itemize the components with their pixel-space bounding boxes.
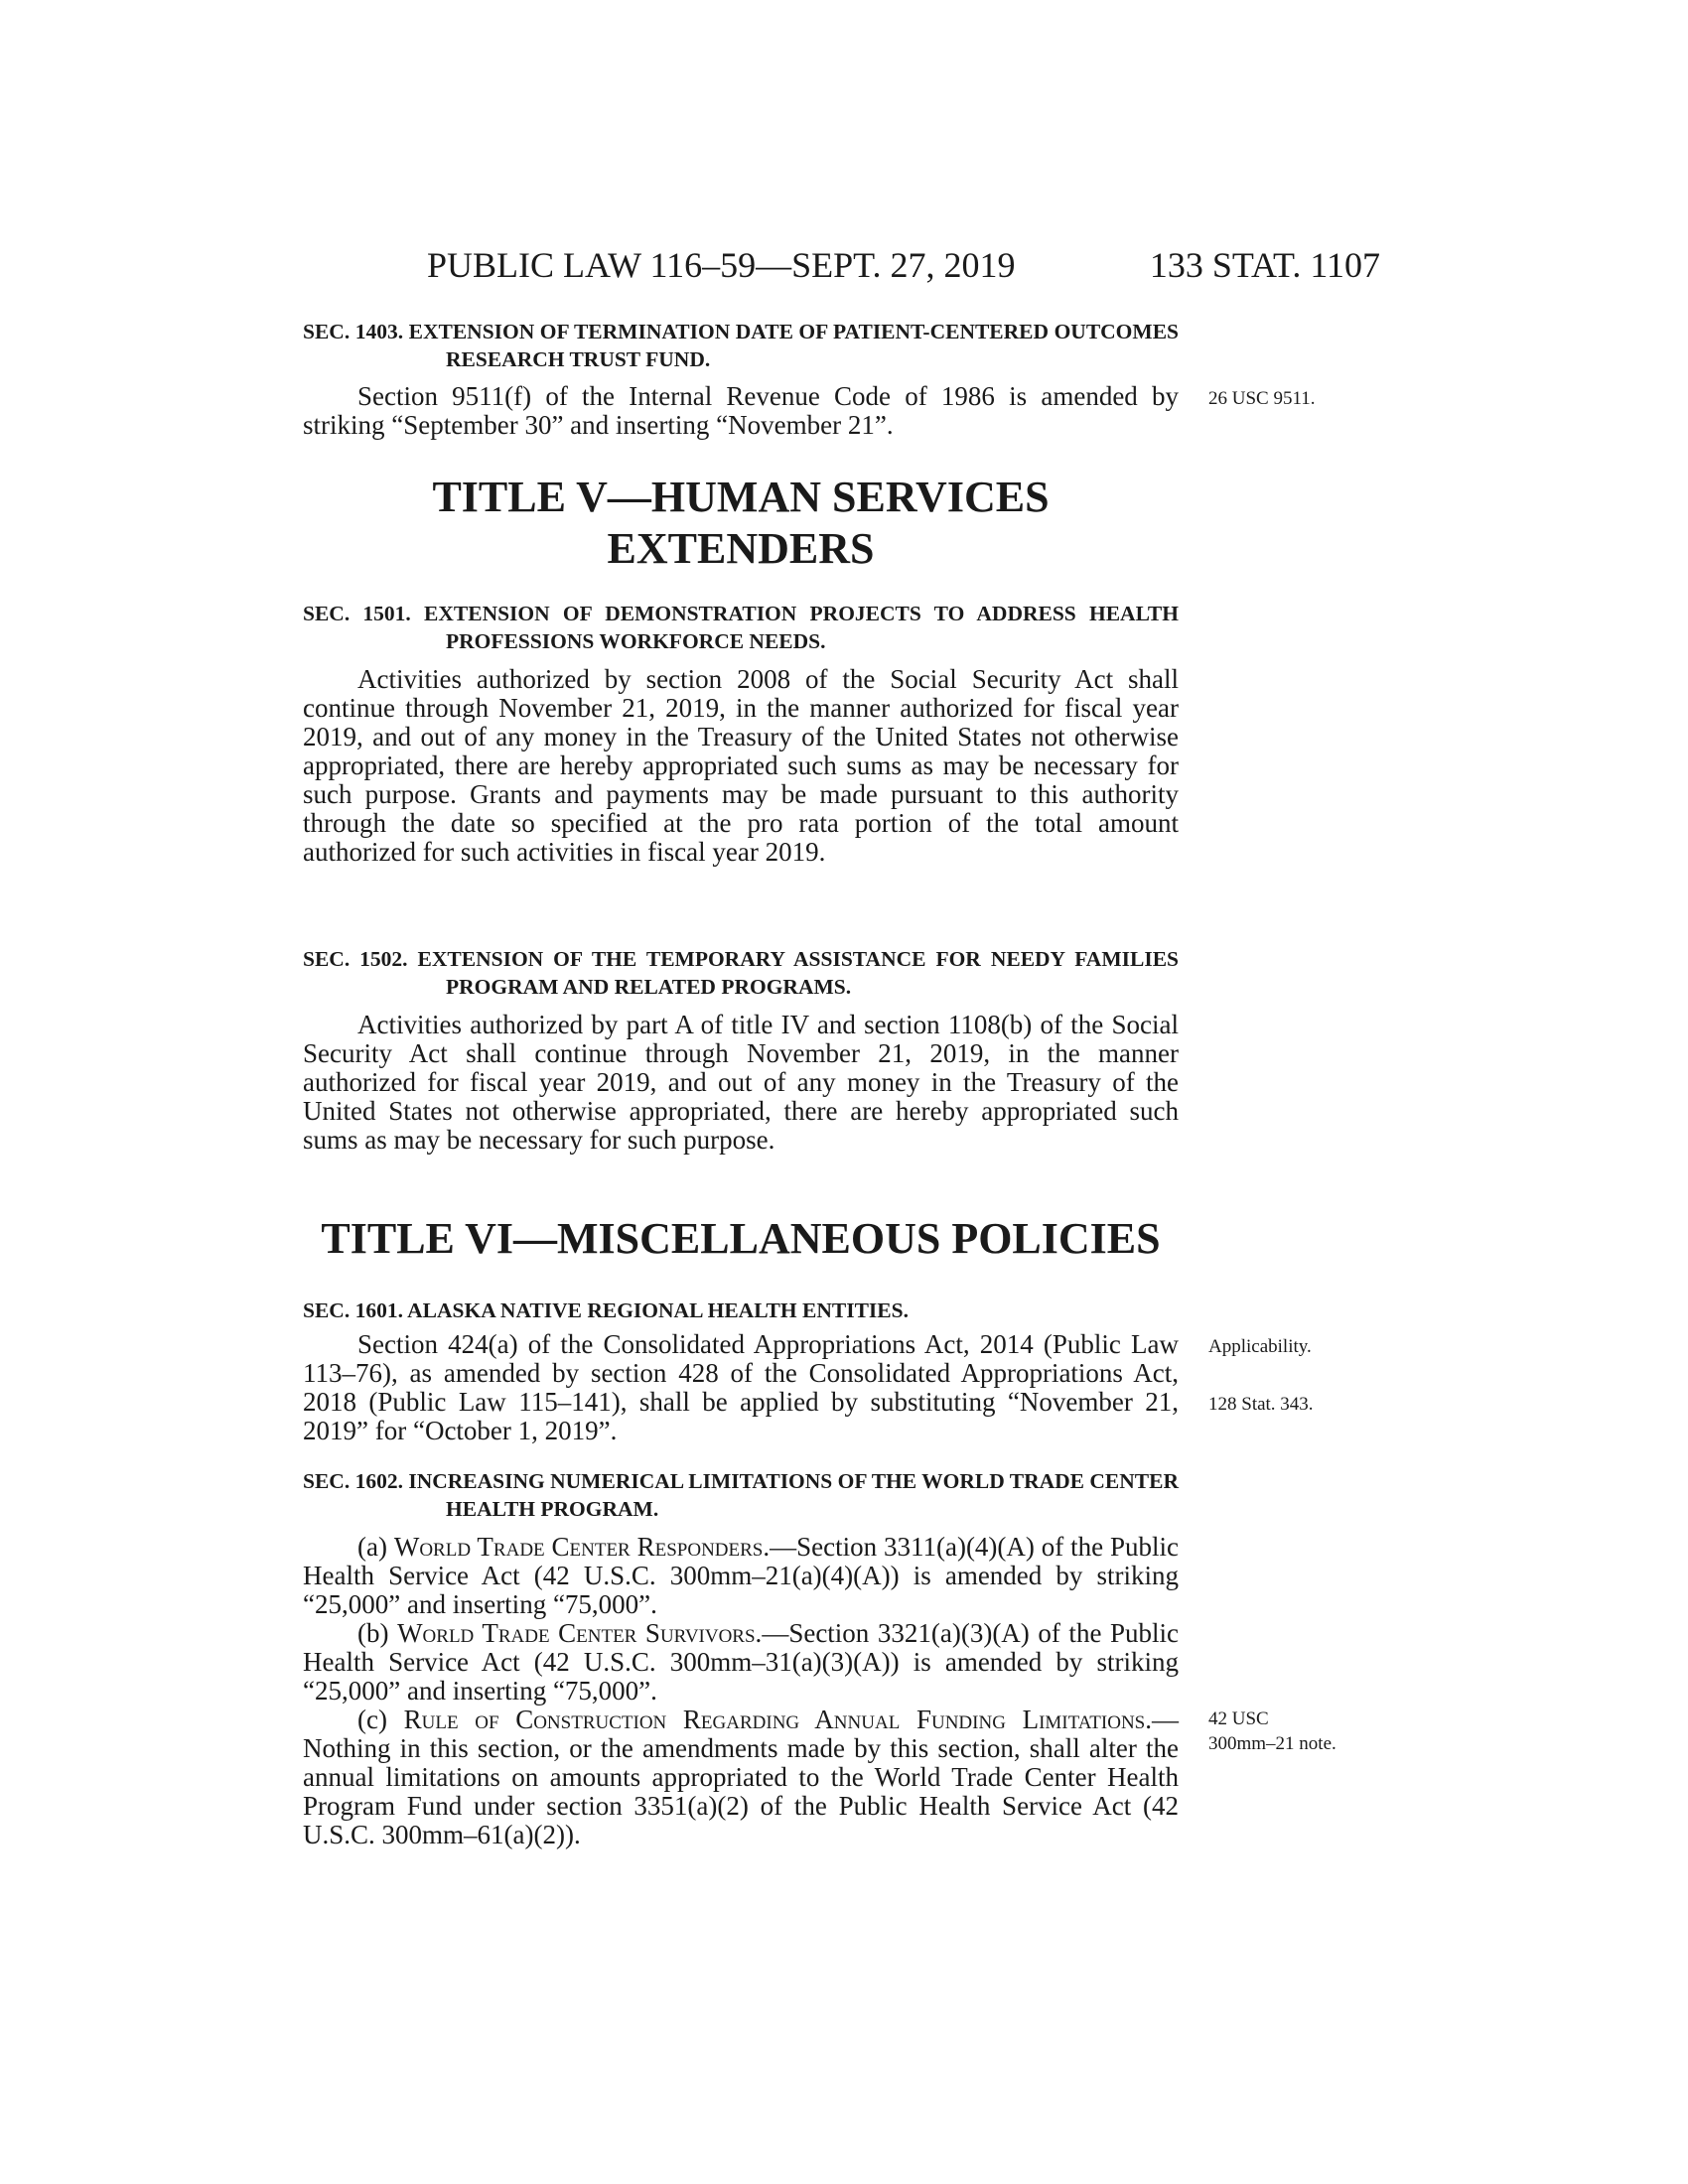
section-1501 xyxy=(303,600,1179,655)
margin-note-42-usc: 42 USC xyxy=(1208,1708,1269,1729)
section-1601 xyxy=(303,1297,1179,1324)
para-c-label: (c) xyxy=(357,1705,387,1734)
margin-note-applicability: Applicability. xyxy=(1208,1336,1312,1357)
section-1403-heading: SEC. 1403. EXTENSION OF TERMINATION DATE OF PATIENT-CENTERED OUTCOMES RESEARCH TRUST FUND. xyxy=(303,320,1179,371)
para-b-label: (b) xyxy=(357,1618,389,1648)
section-1502 xyxy=(303,945,1179,1001)
para-c-title: Rule of Construction Regarding Annual Funding Limitations. xyxy=(403,1705,1153,1734)
section-1501-text: Activities authorized by section 2008 of the Social Security Act shall continue through November 21, 2019, in the manner authorized for fiscal year 2019, and out of any money in the Treasury of the United States not otherwise appropriated, there are hereby appropriated such sums as may be necessary for such purpose. Grants and payments may be made pursuant to this authority through the date so specified at the pro rata portion of the total amount authorized for such activities in fiscal year 2019. xyxy=(303,664,1179,867)
title-v-line1: TITLE V—HUMAN SERVICES xyxy=(432,473,1050,521)
para-a-text: —Section 3311(a)(4)(A) of the Public Health Service Act (42 U.S.C. 300mm–21(a)(4)(A)) is amended by striking “25,000” and inserting “75,000”. xyxy=(303,1532,1179,1619)
header-law-citation: PUBLIC LAW 116–59—SEPT. 27, 2019 xyxy=(427,245,1016,285)
title-v xyxy=(303,472,1179,575)
title-vi xyxy=(303,1213,1179,1265)
para-a-title: World Trade Center Responders. xyxy=(393,1532,771,1562)
section-1501-heading: SEC. 1501. EXTENSION OF DEMONSTRATION PROJECTS TO ADDRESS HEALTH PROFESSIONS WORKFORCE NEEDS. xyxy=(303,602,1179,653)
section-1602 xyxy=(303,1467,1179,1523)
section-1602-para-a xyxy=(303,1533,1179,1619)
section-1602-heading: SEC. 1602. INCREASING NUMERICAL LIMITATIONS OF THE WORLD TRADE CENTER HEALTH PROGRAM. xyxy=(303,1469,1179,1521)
section-1403 xyxy=(303,318,1179,373)
header-stat-page: 133 STAT. 1107 xyxy=(1149,245,1380,285)
para-b-title: World Trade Center Survivors. xyxy=(397,1618,763,1648)
title-vi-line1: TITLE VI—MISCELLANEOUS POLICIES xyxy=(321,1214,1161,1263)
title-v-line2: EXTENDERS xyxy=(607,524,875,573)
para-a-label: (a) xyxy=(357,1532,387,1562)
section-1602-para-c xyxy=(303,1706,1179,1849)
section-1502-text: Activities authorized by part A of title IV and section 1108(b) of the Social Security Act shall continue through November 21, 2019, in the manner authorized for fiscal year 2019, and out of any money in the Treasury of the United States not otherwise appropriated, there are hereby appropriated such sums as may be necessary for such purpose. xyxy=(303,1010,1179,1155)
section-1601-text: Section 424(a) of the Consolidated Appropriations Act, 2014 (Public Law 113–76), as amended by section 428 of the Consolidated Appropriations Act, 2018 (Public Law 115–141), shall be applied by substituting “November 21, 2019” for “October 1, 2019”. xyxy=(303,1329,1179,1445)
section-1602-para-b xyxy=(303,1619,1179,1706)
margin-note-128-stat: 128 Stat. 343. xyxy=(1208,1394,1314,1415)
section-1502-heading: SEC. 1502. EXTENSION OF THE TEMPORARY ASSISTANCE FOR NEEDY FAMILIES PROGRAM AND RELATED PROGRAMS. xyxy=(303,947,1179,999)
para-b-text: —Section 3321(a)(3)(A) of the Public Health Service Act (42 U.S.C. 300mm–31(a)(3)(A)) is amended by striking “25,000” and inserting “75,000”. xyxy=(303,1618,1179,1706)
margin-note-300mm-21: 300mm–21 note. xyxy=(1208,1733,1336,1754)
section-1601-heading: SEC. 1601. ALASKA NATIVE REGIONAL HEALTH ENTITIES. xyxy=(303,1298,909,1322)
para-c-text: —Nothing in this section, or the amendments made by this section, shall alter the annual limitations on amounts appropriated to the World Trade Center Health Program Fund under section 3351(a)(2) of the Public Health Service Act (42 U.S.C. 300mm–61(a)(2)). xyxy=(303,1705,1180,1849)
section-1403-text: Section 9511(f) of the Internal Revenue Code of 1986 is amended by striking “September 30” and inserting “November 21”. xyxy=(303,381,1179,440)
margin-note-26-usc: 26 USC 9511. xyxy=(1208,388,1316,409)
